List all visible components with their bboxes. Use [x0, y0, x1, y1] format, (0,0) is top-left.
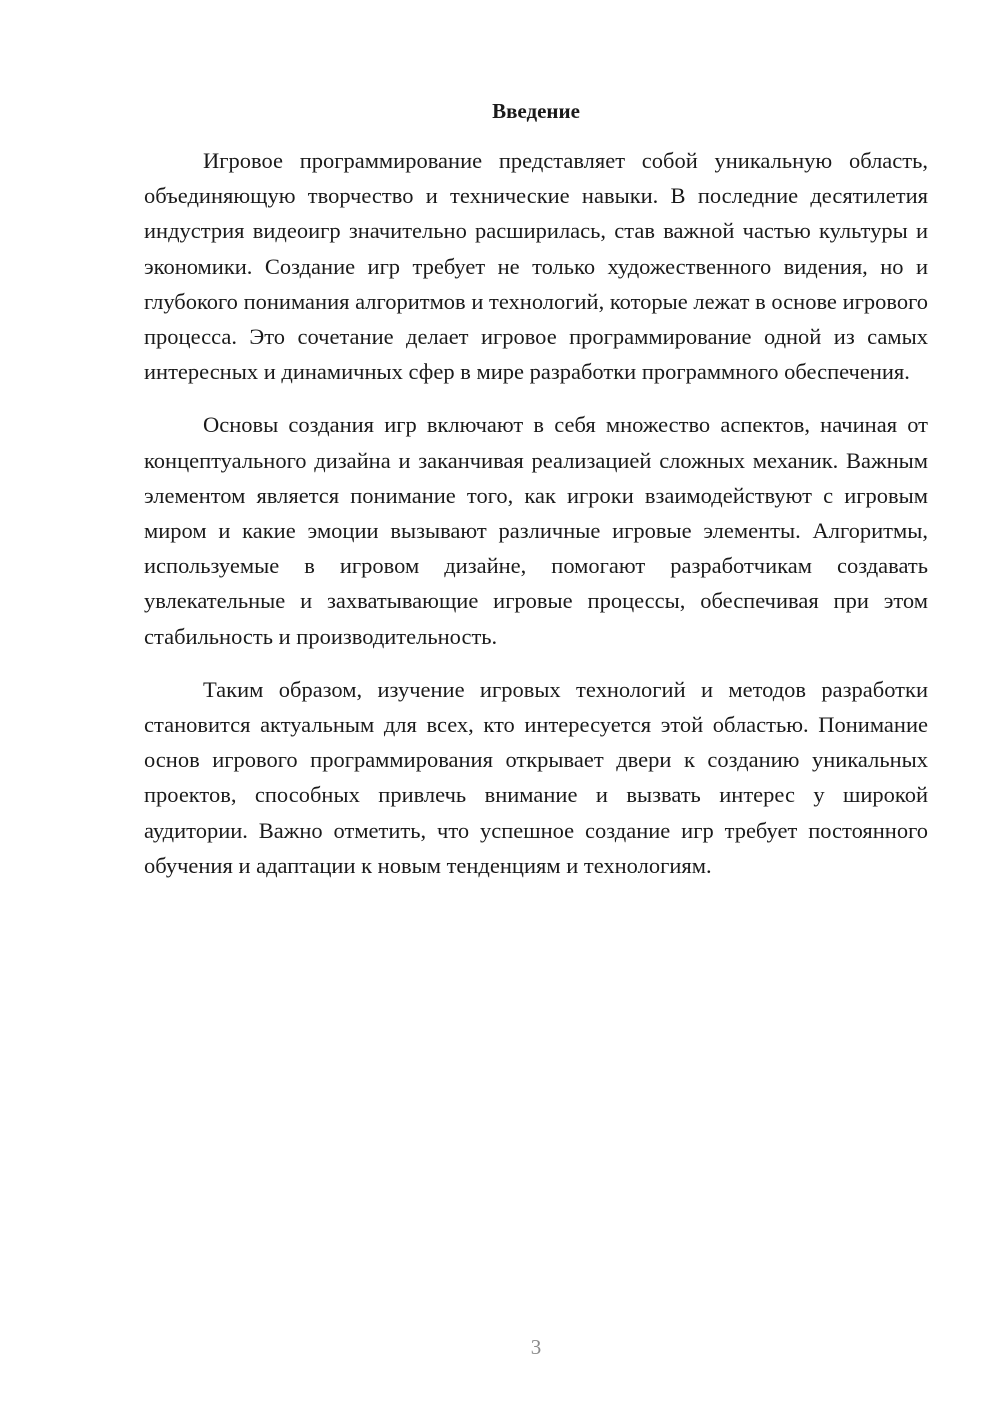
paragraph-1: Игровое программирование представляет собой уникальную область, объединяющую творчество и технические навыки. В последние десятилетия индустрия видеоигр значительно расширилась, став важной частью культуры и экономики. Создание игр требует не только художественного видения, но и глубокого понимания алгоритмов и технологий, которые лежат в основе игрового процесса. Это сочетание делает игровое программирование одной из самых интересных и динамичных сфер в мире разработки программного обеспечения.	[144, 148, 928, 385]
section-title: Введение	[492, 99, 580, 123]
paragraph-3: Таким образом, изучение игровых технологий и методов разработки становится актуальным для всех, кто интересуется этой областью. Понимание основ игрового программирования открывает двери к созданию уникальных проектов, способных привлечь внимание и вызвать интерес у широкой аудитории. Важно отметить, что успешное создание игр требует постоянного обучения и адаптации к новым тенденциям и технологиям.	[144, 676, 928, 878]
paragraph-2: Основы создания игр включают в себя множество аспектов, начиная от концептуального дизайна и заканчивая реализацией сложных механик. Важным элементом является понимание того, как игроки взаимодействуют с игровым миром и какие эмоции вызывают различные игровые элементы. Алгоритмы, используемые в игровом дизайне, помогают разработчикам создавать увлекательные и захватывающие игровые процессы, обеспечивая при этом стабильность и производительность.	[144, 412, 928, 649]
body-text	[144, 143, 928, 901]
page-number: 3	[530, 1335, 542, 1359]
